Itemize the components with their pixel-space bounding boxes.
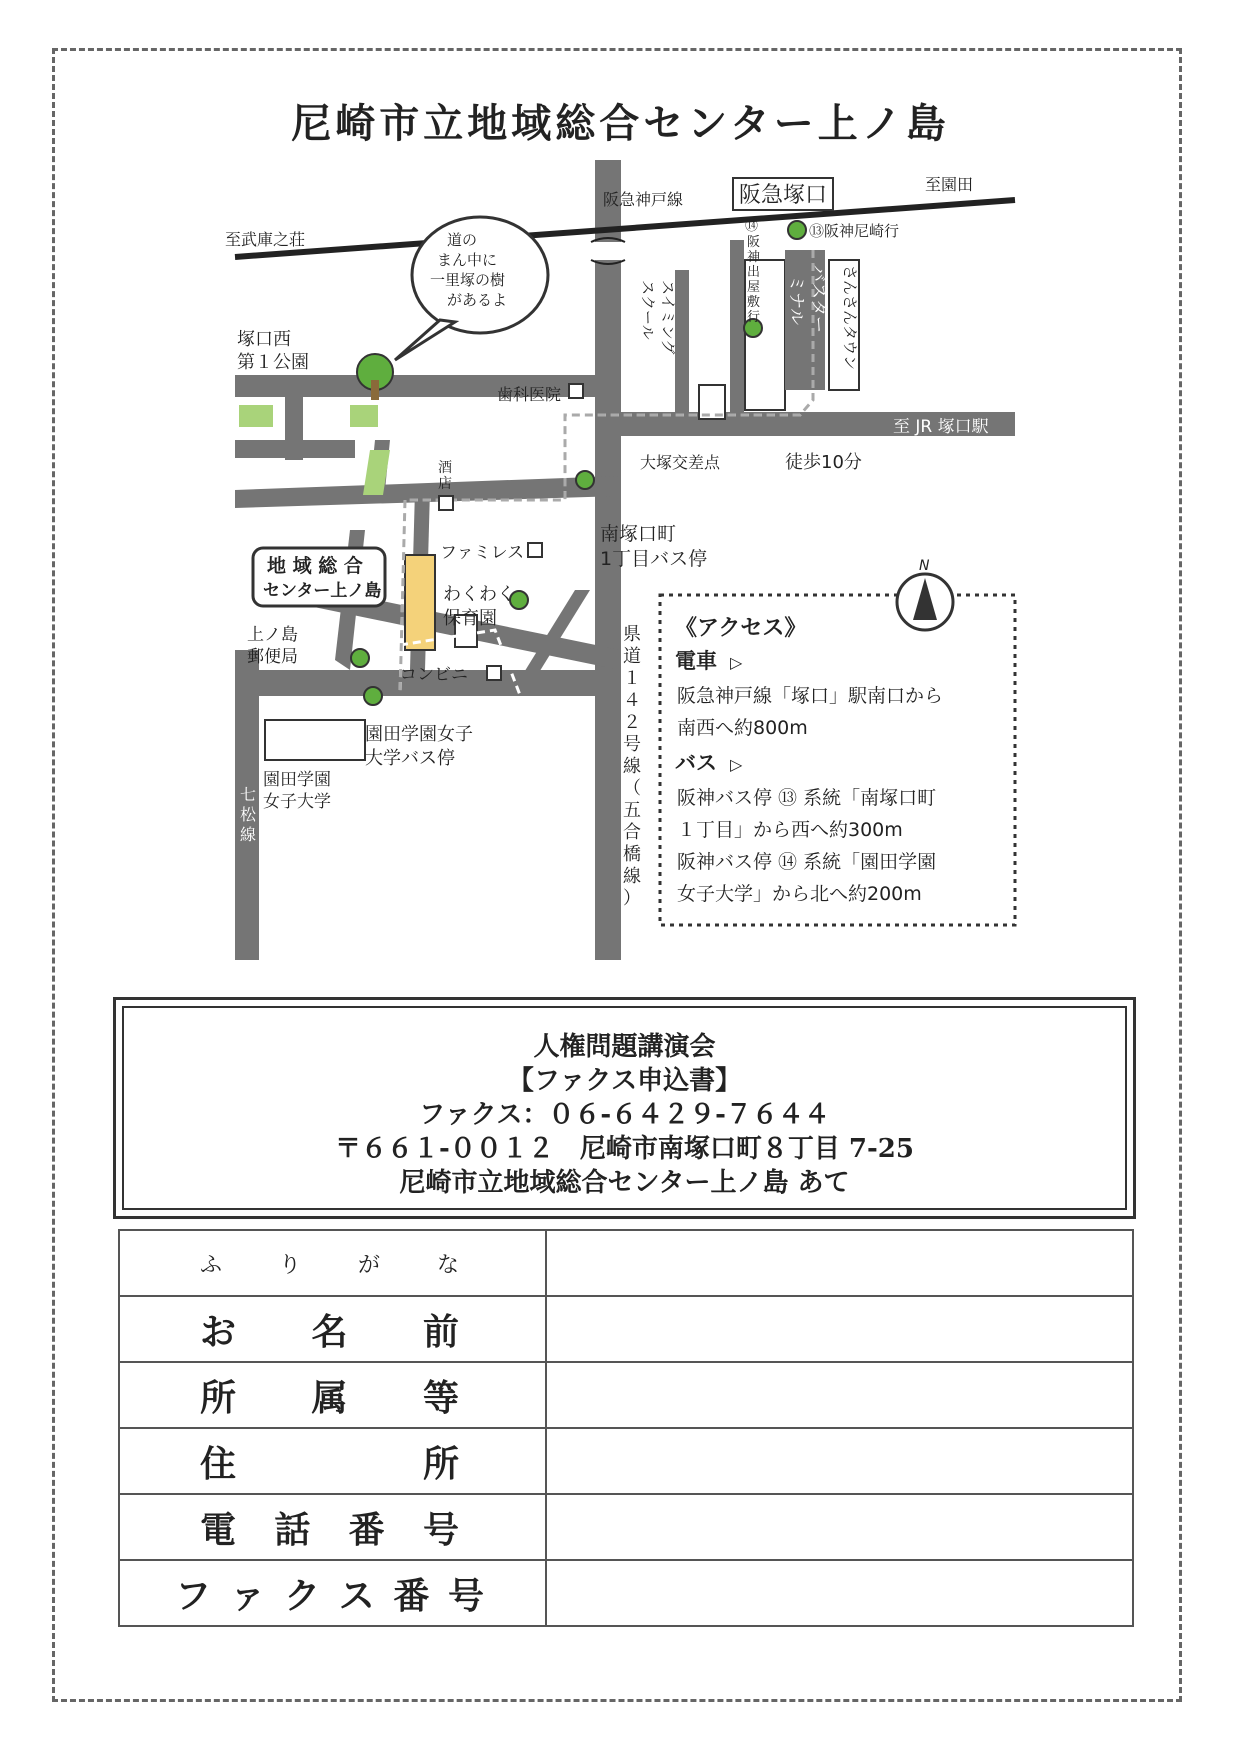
label-park-1: 塚口西 [237,329,291,350]
label-swimming-1: スイミング [659,280,677,355]
label-hankyu-station: 阪急塚口 [739,183,828,208]
svg-text:五: 五 [623,800,641,821]
access-heading: 《アクセス》 [675,616,807,641]
svg-text:（: （ [623,778,641,799]
label-post-1: 上ノ島 [247,625,298,645]
access-bus-2: １丁目」から西へ約300m [677,819,903,841]
svg-text:▷: ▷ [730,755,743,774]
label-phone-1: 電 [200,1508,243,1551]
label-bus14-0: ⑭ [745,219,759,234]
label-sonoda-univ-1: 園田学園 [263,770,331,790]
label-nanamatsu-1: 七 [240,785,257,804]
bubble-line-1: 道の [447,231,478,249]
label-nanamatsu-2: 松 [240,805,257,824]
label-family: ファミレス [440,543,525,563]
svg-text:１: １ [623,668,641,689]
park-block [239,405,273,427]
input-address[interactable] [546,1428,1133,1494]
label-sake-2: 店 [438,476,452,492]
label-terminal-2: ミナル [786,275,806,326]
map-svg [225,150,1025,970]
fax-header-box [113,997,1136,1219]
label-sake-1: 酒 [438,460,452,476]
svg-text:合: 合 [623,822,641,843]
label-walk: 徒歩10分 [785,452,862,473]
label-to-sonoda: 至園田 [925,175,974,194]
label-affiliation-1: 所 [200,1376,243,1419]
fax-address: 〒６６１-００１２ 尼崎市南塚口町８丁目 7-25 [335,1134,914,1164]
rail-crossing [591,242,625,260]
label-furigana-1: ふ [200,1252,229,1278]
label-bus13: ⑬阪神尼崎行 [809,222,900,240]
road-terminal-west [730,240,744,412]
bus-stop-sonoda-icon [364,687,382,705]
label-furigana-3: が [357,1252,386,1278]
label-phone-4: 号 [422,1508,465,1551]
label-sansan: さんさんタウン [841,265,859,371]
bubble-line-3: 一里塚の樹 [430,271,506,289]
label-bus14-4: 屋 [747,280,761,295]
input-fax[interactable] [546,1560,1133,1626]
access-bus-4: 女子大学」から北へ約200m [677,883,922,905]
label-address-2: 所 [422,1442,465,1485]
label-center-1: 地 域 総 合 [267,555,363,577]
bubble-line-2: まん中に [437,251,498,269]
label-post-2: 郵便局 [247,647,298,667]
label-sonoda-univ-2: 女子大学 [263,792,331,812]
svg-text:道: 道 [623,646,641,667]
label-fax-6: 号 [447,1574,490,1617]
svg-text:２: ２ [623,712,641,733]
label-furigana-4: な [436,1252,465,1278]
form-row-address [119,1428,1133,1494]
fax-recipient: 尼崎市立地域総合センター上ノ島 あて [399,1168,850,1198]
form-row-furigana [119,1230,1133,1296]
label-fax-2: ァ [229,1574,272,1617]
label-fax-3: ク [284,1574,327,1617]
input-affiliation[interactable] [546,1362,1133,1428]
fax-event-title: 人権問題講演会 [533,1032,716,1062]
access-bus-3: 阪神バス停 ⑭ 系統「園田学園 [677,851,937,873]
form-row-name [119,1296,1133,1362]
label-fax-4: ス [338,1574,381,1617]
label-nanamatsu-3: 線 [240,825,257,844]
label-bus14-2: 神 [747,250,761,265]
svg-text:４: ４ [623,690,641,711]
label-name-3: 前 [422,1310,465,1353]
label-sonoda-stop-1: 園田学園女子 [365,724,473,745]
access-bus-label: バス [675,751,717,775]
label-park-2: 第１公園 [237,352,309,373]
input-phone[interactable] [546,1494,1133,1560]
label-dental: 歯科医院 [497,385,562,404]
bubble-line-4: があるよ [447,291,508,309]
label-bus14-6: 行 [747,310,761,325]
fax-form-title: 【ファクス申込書】 [507,1066,742,1096]
svg-text:橋: 橋 [623,844,641,865]
svg-text:線: 線 [623,866,641,887]
label-wakuwaku-2: 保育園 [443,608,497,629]
access-map [225,150,1025,970]
tree-icon [351,649,369,667]
label-wakuwaku-1: わくわく [443,584,515,605]
label-hankyu-line: 阪急神戸線 [603,190,684,209]
label-sonoda-stop-2: 大学バス停 [365,748,455,769]
svg-text:）: ） [623,888,641,909]
label-bus14-5: 敷 [747,295,761,310]
label-fax-5: 番 [393,1574,436,1617]
label-minami-2: 1丁目バス停 [600,548,708,570]
bus-stop-minami-icon [576,471,594,489]
label-name-2: 名 [311,1310,354,1353]
label-bus14-3: 出 [747,265,761,280]
label-affiliation-2: 属 [311,1376,354,1419]
input-name[interactable] [546,1296,1133,1362]
label-otsuka: 大塚交差点 [640,453,721,472]
label-furigana-2: り [278,1252,307,1278]
application-form [118,1229,1134,1627]
label-north: N [919,558,930,574]
form-row-phone [119,1494,1133,1560]
label-terminal-1: バスター [808,265,828,333]
label-conv: コンビニ [400,665,468,685]
svg-text:線: 線 [623,756,641,777]
form-row-affiliation [119,1362,1133,1428]
park-block [350,405,378,427]
access-train-2: 南西へ約800m [677,717,808,739]
form-row-fax [119,1560,1133,1626]
input-furigana[interactable] [546,1230,1133,1296]
label-to-jr: 至 JR 塚口駅 [893,417,989,437]
access-train-label: 電車 [675,649,717,673]
sonoda-univ-building [265,720,365,760]
road-park-west [285,380,303,460]
center-building [405,555,435,650]
label-name-1: お [200,1310,243,1353]
label-to-muko: 至武庫之荘 [225,230,306,249]
svg-text:▷: ▷ [730,653,743,672]
svg-text:県: 県 [623,624,641,645]
label-phone-3: 番 [348,1508,391,1551]
access-train-1: 阪急神戸線「塚口」駅南口から [677,685,944,707]
access-bus-1: 阪神バス停 ⑬ 系統「南塚口町 [677,787,937,809]
svg-text:号: 号 [623,734,641,755]
label-swimming-2: スクール [639,280,657,340]
label-affiliation-3: 等 [422,1376,465,1419]
label-bus14-1: 阪 [747,235,761,250]
label-center-2: センター上ノ島 [263,581,382,601]
route-142-label [623,624,641,909]
bus-stop-13-icon [788,221,806,239]
label-phone-2: 話 [274,1508,317,1551]
label-minami-1: 南塚口町 [600,523,677,545]
label-fax-1: フ [175,1574,218,1617]
page-title: 尼崎市立地域総合センター上ノ島 [291,100,950,147]
label-address-1: 住 [200,1442,243,1485]
fax-number: ファクス：０６-６４２９-７６４４ [419,1100,830,1130]
